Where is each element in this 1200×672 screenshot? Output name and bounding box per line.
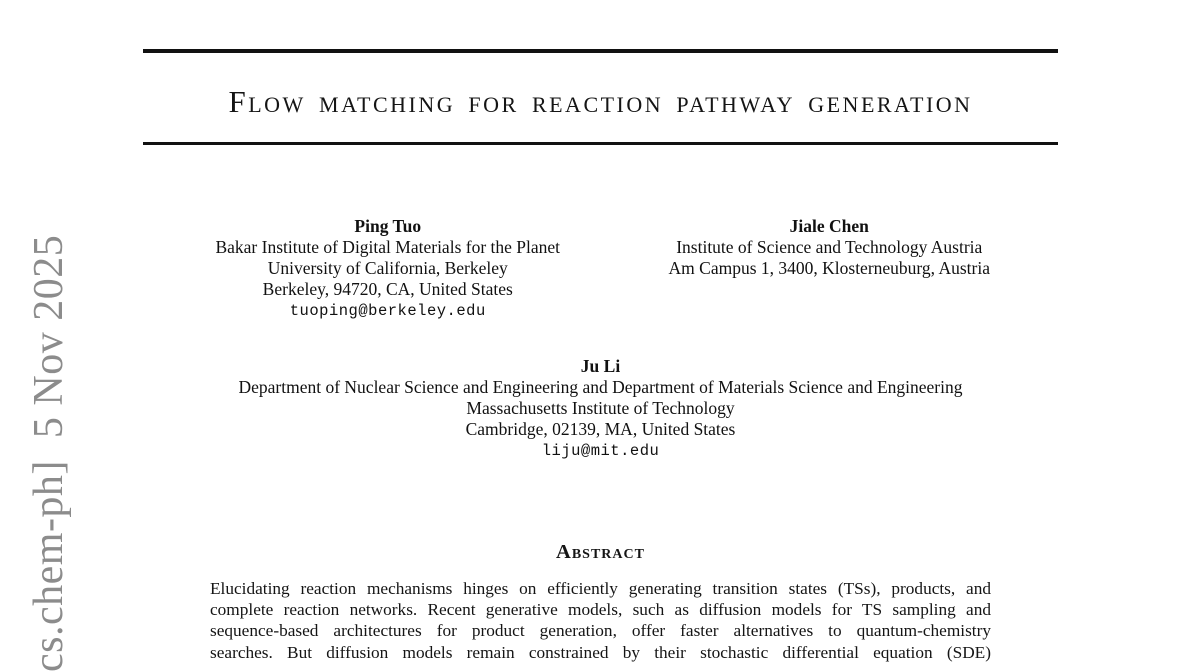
author-affiliation-line: Cambridge, 02139, MA, United States bbox=[465, 419, 736, 439]
title-rule-bottom bbox=[143, 142, 1058, 145]
author-affiliation-line: Department of Nuclear Science and Engineering and Department of Materials Science and Engineering bbox=[238, 377, 963, 397]
author-email: liju@mit.edu bbox=[541, 442, 660, 460]
abstract-text-line: sequence-based architectures for product generation, offer faster alternatives to quantum-chemistry bbox=[210, 621, 991, 641]
author-block-ping-tuo bbox=[159, 216, 617, 322]
abstract-text-line: Elucidating reaction mechanisms hinges on efficiently generating transition states (TSs), products, and bbox=[210, 579, 991, 598]
author-affiliation-line: Massachusetts Institute of Technology bbox=[466, 398, 735, 418]
author-name: Ping Tuo bbox=[354, 216, 422, 236]
author-block-ju-li bbox=[143, 356, 1058, 462]
title-rule-top bbox=[143, 49, 1058, 53]
author-affiliation-line: Institute of Science and Technology Austria bbox=[676, 237, 983, 257]
author-email: tuoping@berkeley.edu bbox=[289, 302, 486, 320]
abstract-text-line: complete reaction networks. Recent generative models, such as diffusion models for TS sampling and bbox=[210, 600, 991, 620]
abstract-text-line: searches. But diffusion models remain constrained by their stochastic differential equation (SDE) bbox=[210, 642, 991, 662]
author-name: Jiale Chen bbox=[789, 216, 869, 236]
authors-row bbox=[143, 216, 1058, 322]
author-affiliation-line: Am Campus 1, 3400, Klosterneuburg, Austria bbox=[668, 258, 990, 278]
author-name: Ju Li bbox=[580, 356, 621, 376]
author-affiliation-line: Berkeley, 94720, CA, United States bbox=[262, 279, 513, 299]
author-block-jiale-chen bbox=[601, 216, 1059, 322]
author-affiliation-line: University of California, Berkeley bbox=[267, 258, 508, 278]
arxiv-side-banner: cs.chem-ph] 5 Nov 2025 bbox=[26, 234, 72, 672]
author-affiliation-line: Bakar Institute of Digital Materials for the Planet bbox=[215, 237, 561, 257]
paper-title: Flow matching for reaction pathway generation bbox=[228, 84, 973, 119]
abstract-heading: Abstract bbox=[556, 541, 645, 563]
abstract-body bbox=[210, 578, 991, 663]
